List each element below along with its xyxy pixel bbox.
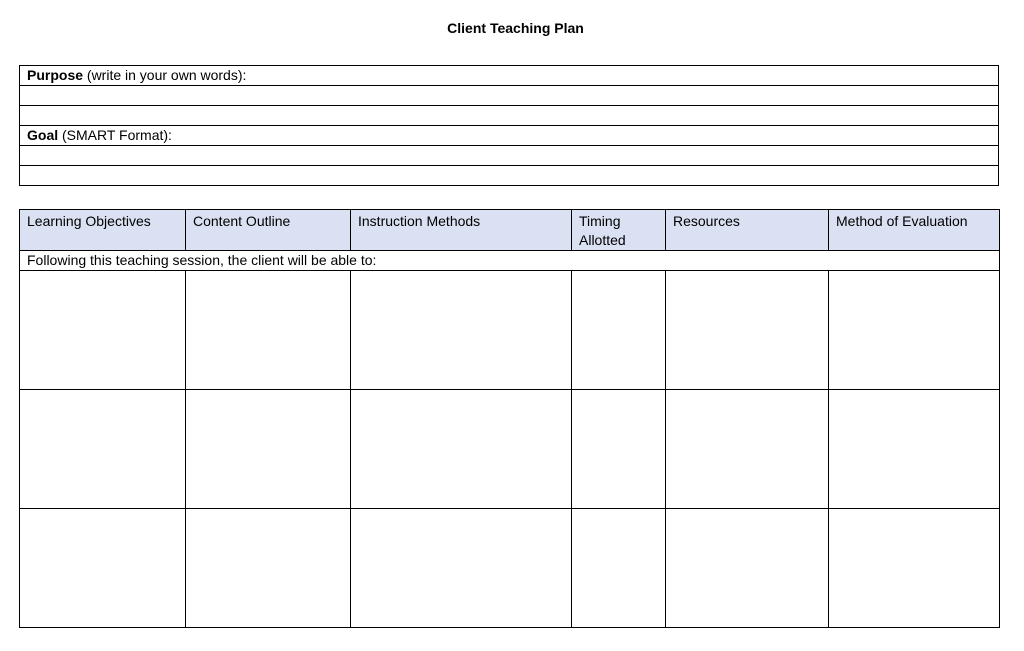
goal-instruction: (SMART Format): bbox=[58, 127, 172, 143]
purpose-write-row bbox=[20, 106, 999, 126]
purpose-goal-table bbox=[19, 65, 999, 186]
page-title: Client Teaching Plan bbox=[447, 20, 584, 36]
instruction-methods-cell[interactable] bbox=[351, 509, 572, 628]
header-method-of-evaluation: Method of Evaluation bbox=[829, 210, 1000, 251]
goal-label-row bbox=[20, 126, 999, 146]
purpose-write-row bbox=[20, 86, 999, 106]
content-outline-cell[interactable] bbox=[186, 390, 351, 509]
instruction-methods-cell[interactable] bbox=[351, 271, 572, 390]
method-of-evaluation-cell[interactable] bbox=[829, 271, 1000, 390]
learning-objective-cell[interactable] bbox=[20, 390, 186, 509]
teaching-plan-table bbox=[19, 209, 1000, 628]
purpose-label-row bbox=[20, 66, 999, 86]
intro-row bbox=[20, 251, 1000, 271]
timing-allotted-cell[interactable] bbox=[572, 271, 666, 390]
table-row bbox=[20, 390, 1000, 509]
goal-write-line[interactable] bbox=[20, 166, 999, 186]
timing-allotted-cell[interactable] bbox=[572, 509, 666, 628]
learning-objective-cell[interactable] bbox=[20, 509, 186, 628]
goal-write-row bbox=[20, 166, 999, 186]
purpose-write-line[interactable] bbox=[20, 106, 999, 126]
header-timing-allotted: Timing Allotted bbox=[572, 210, 666, 251]
header-instruction-methods: Instruction Methods bbox=[351, 210, 572, 251]
method-of-evaluation-cell[interactable] bbox=[829, 390, 1000, 509]
intro-text: Following this teaching session, the client will be able to: bbox=[20, 251, 1000, 271]
goal-write-line[interactable] bbox=[20, 146, 999, 166]
purpose-label-cell bbox=[20, 66, 999, 86]
table-row bbox=[20, 509, 1000, 628]
content-outline-cell[interactable] bbox=[186, 509, 351, 628]
header-content-outline: Content Outline bbox=[186, 210, 351, 251]
learning-objective-cell[interactable] bbox=[20, 271, 186, 390]
instruction-methods-cell[interactable] bbox=[351, 390, 572, 509]
header-learning-objectives: Learning Objectives bbox=[20, 210, 186, 251]
content-outline-cell[interactable] bbox=[186, 271, 351, 390]
goal-label: Goal bbox=[27, 127, 59, 143]
header-resources: Resources bbox=[666, 210, 829, 251]
resources-cell[interactable] bbox=[666, 509, 829, 628]
purpose-label: Purpose bbox=[27, 67, 84, 83]
table-row bbox=[20, 271, 1000, 390]
goal-write-row bbox=[20, 146, 999, 166]
resources-cell[interactable] bbox=[666, 271, 829, 390]
header-row bbox=[20, 210, 1000, 251]
goal-label-cell bbox=[20, 126, 999, 146]
purpose-write-line[interactable] bbox=[20, 86, 999, 106]
purpose-instruction: (write in your own words): bbox=[83, 67, 247, 83]
timing-allotted-cell[interactable] bbox=[572, 390, 666, 509]
method-of-evaluation-cell[interactable] bbox=[829, 509, 1000, 628]
resources-cell[interactable] bbox=[666, 390, 829, 509]
